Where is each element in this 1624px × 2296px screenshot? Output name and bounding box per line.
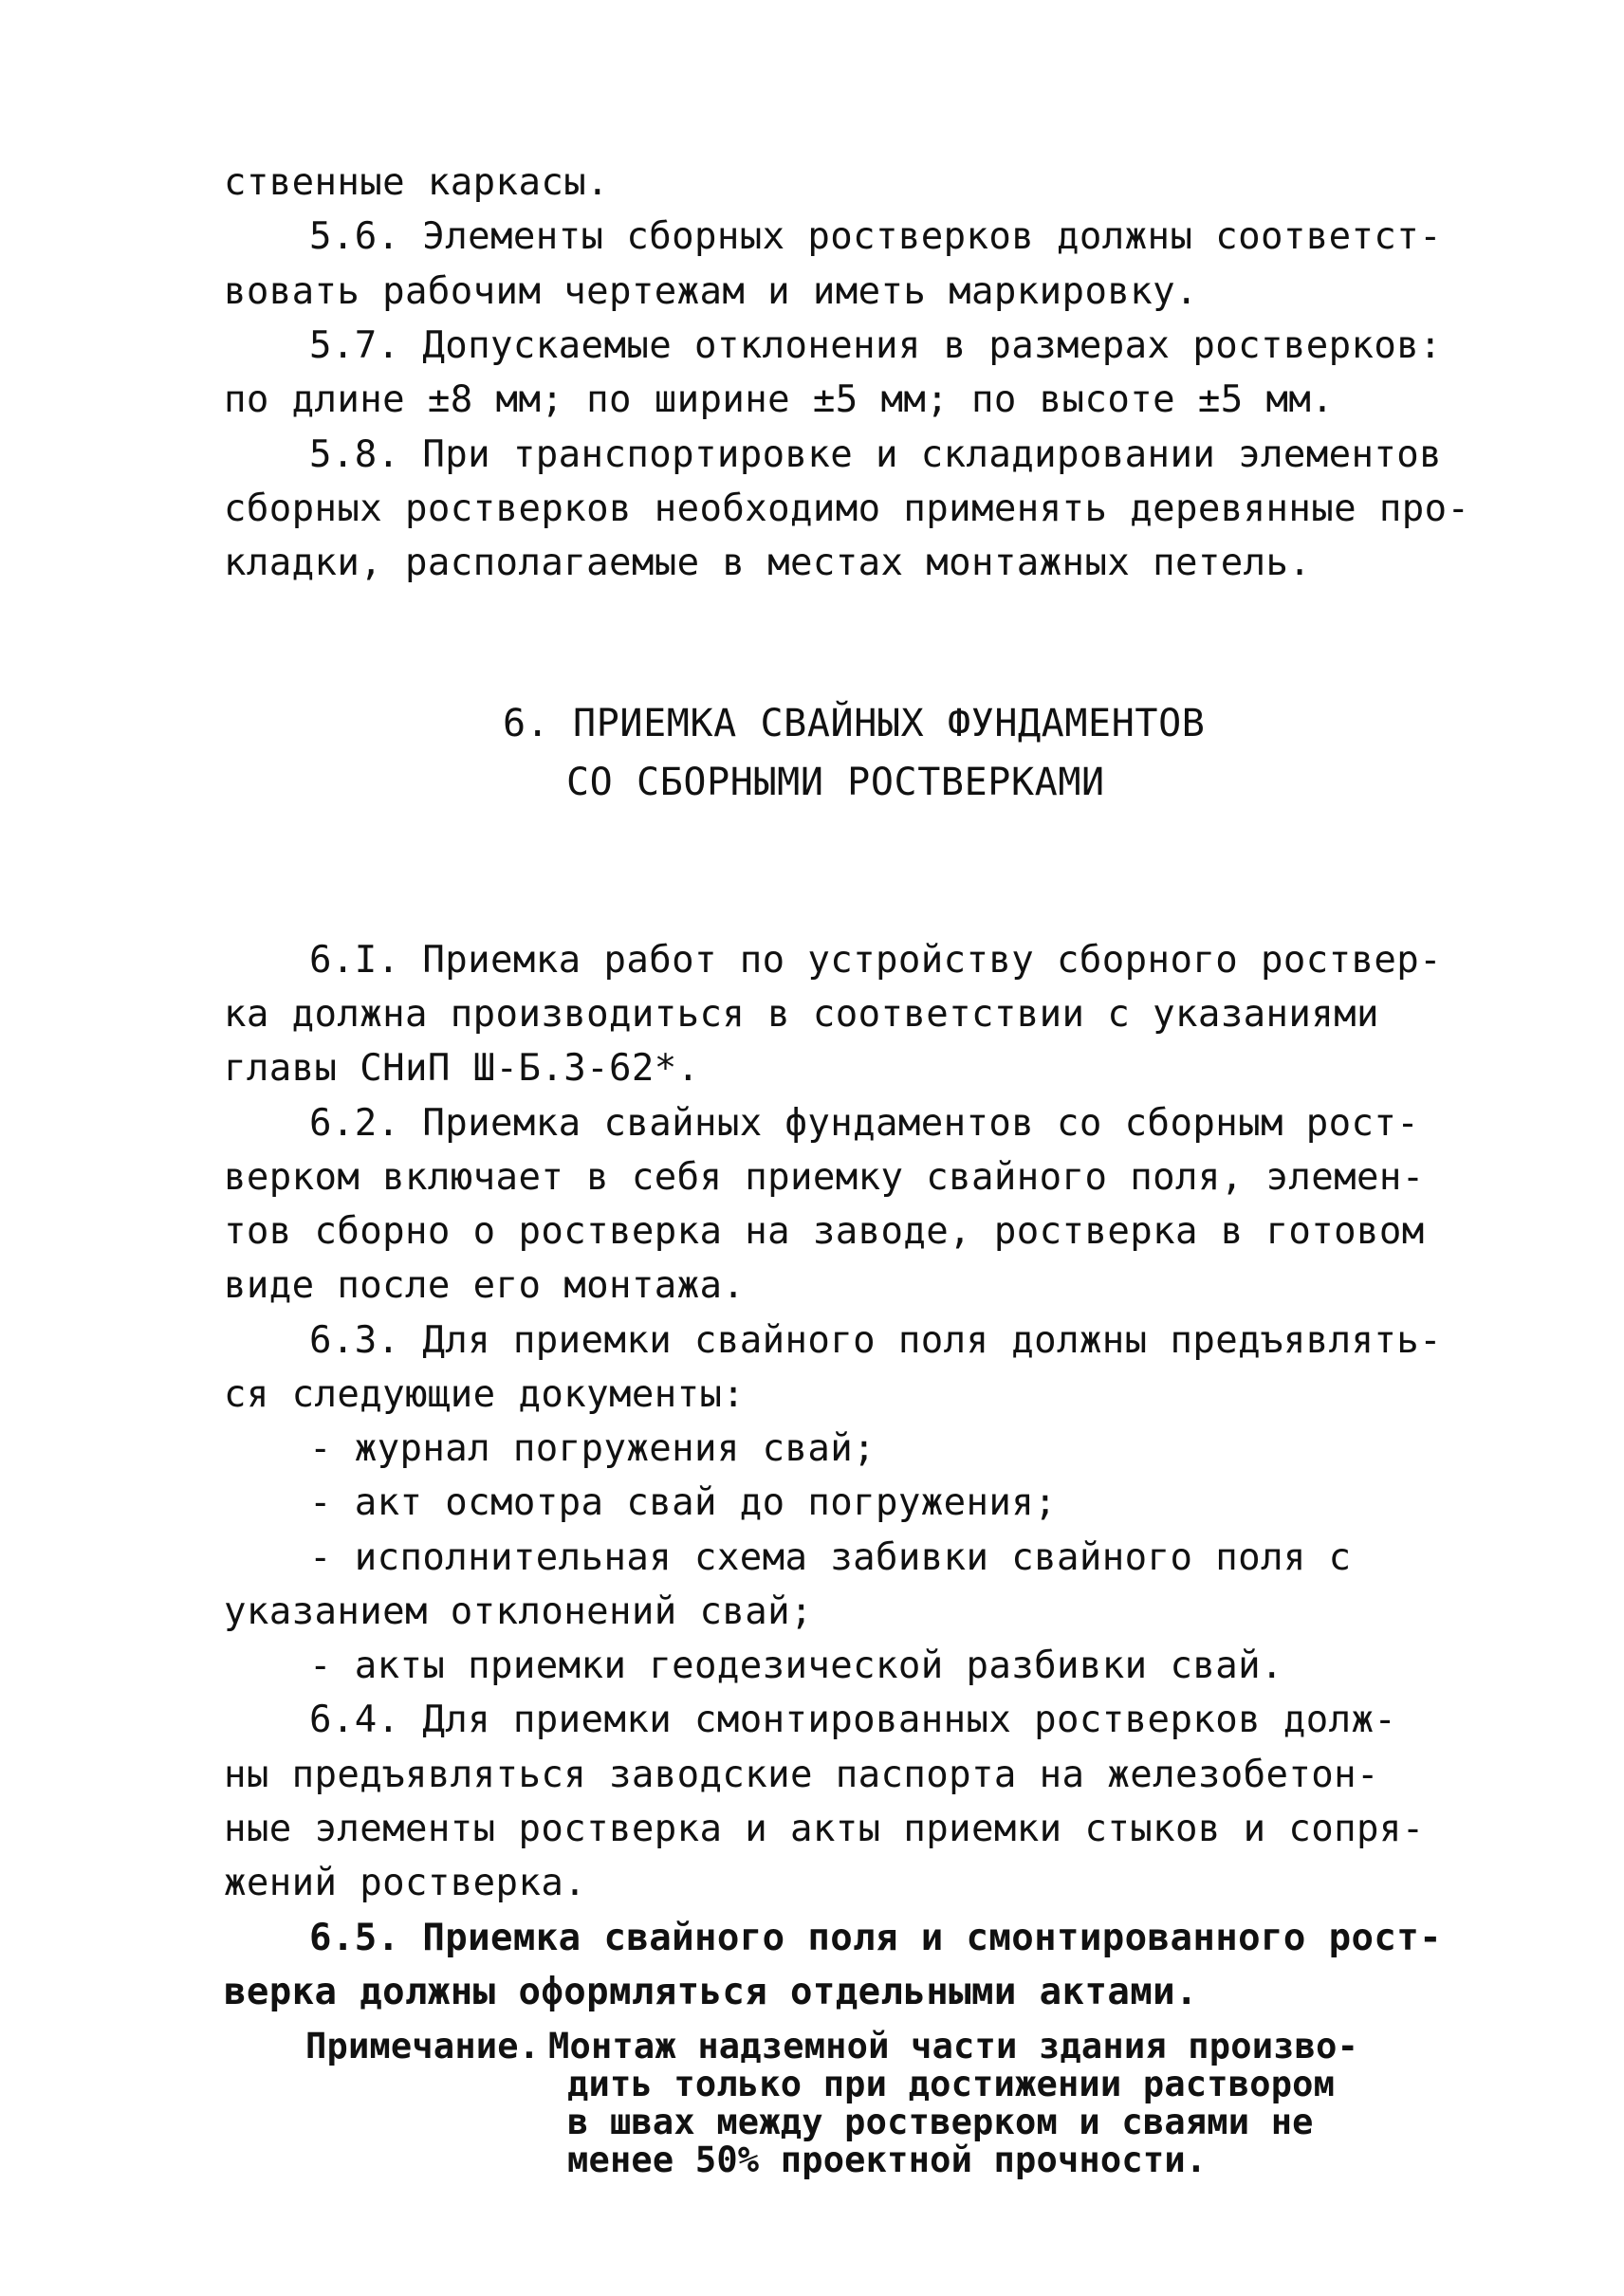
note-line-2: дить только при достижении раствором [567,2064,1336,2104]
p5-6-line-1: 5.6. Элементы сборных ростверков должны соответст- [309,215,1442,258]
p6-1-line-3: главы СНиП Ш-Б.3-62*. [224,1047,700,1090]
p6-4-line-4: жений ростверка. [224,1862,587,1904]
p6-2-line-2: верком включает в себя приемку свайного поля, элемен- [224,1156,1425,1199]
p6-2-line-3: тов сборно о ростверка на заводе, ростверка в готовом [224,1210,1425,1253]
p6-4-line-2: ны предъявляться заводские паспорта на железобетон- [224,1754,1379,1796]
note-label: Примечание. [305,2026,541,2066]
p6-3-line-2: ся следующие документы: [224,1373,746,1416]
p6-1-line-2: ка должна производиться в соответствии с указаниями [224,993,1379,1036]
p6-5-line-2: верка должны оформляться отдельными актами. [224,1971,1198,2013]
section-6-heading-line-2: СО СБОРНЫМИ РОСТВЕРКАМИ [566,761,1105,804]
p6-3-item-3-cont: указанием отклонений свай; [224,1590,813,1633]
p5-8-line-2: сборных ростверков необходимо применять деревянные про- [224,487,1470,530]
p5-8-line-3: кладки, располагаемые в местах монтажных петель. [224,542,1312,584]
p6-3-item-2: - акт осмотра свай до погружения; [309,1481,1058,1524]
p6-3-item-3: - исполнительная схема забивки свайного поля с [309,1536,1352,1579]
note-line-4: менее 50% проектной прочности. [567,2140,1208,2180]
section-6-heading-line-1: 6. ПРИЕМКА СВАЙНЫХ ФУНДАМЕНТОВ [503,702,1206,745]
p6-2-line-4: виде после его монтажа. [224,1264,746,1307]
p6-4-line-3: ные элементы ростверка и акты приемки стыков и сопря- [224,1808,1425,1850]
p5-6-line-2: вовать рабочим чертежам и иметь маркировку. [224,270,1198,313]
note-line-3: в швах между ростверком и сваями не [567,2102,1314,2142]
p6-3-line-1: 6.3. Для приемки свайного поля должны предъявлять- [309,1319,1442,1362]
p5-5-end: ственные каркасы. [224,161,609,204]
p6-4-line-1: 6.4. Для приемки смонтированных ростверков долж- [309,1699,1397,1741]
p5-8-line-1: 5.8. При транспортировке и складировании элементов [309,433,1442,476]
p6-1-line-1: 6.I. Приемка работ по устройству сборного роствер- [309,939,1442,982]
p6-5-line-1: 6.5. Приемка свайного поля и смонтированного рост- [309,1917,1442,1959]
note-line-1: Монтаж надземной части здания произво- [548,2026,1359,2066]
p6-3-item-4: - акты приемки геодезической разбивки свай. [309,1644,1283,1687]
p6-3-item-1: - журнал погружения свай; [309,1427,876,1470]
p6-2-line-1: 6.2. Приемка свайных фундаментов со сборным рост- [309,1102,1420,1145]
p5-7-line-2: по длине ±8 мм; по ширине ±5 мм; по высоте ±5 мм. [224,378,1335,421]
p5-7-line-1: 5.7. Допускаемые отклонения в размерах ростверков: [309,324,1442,367]
